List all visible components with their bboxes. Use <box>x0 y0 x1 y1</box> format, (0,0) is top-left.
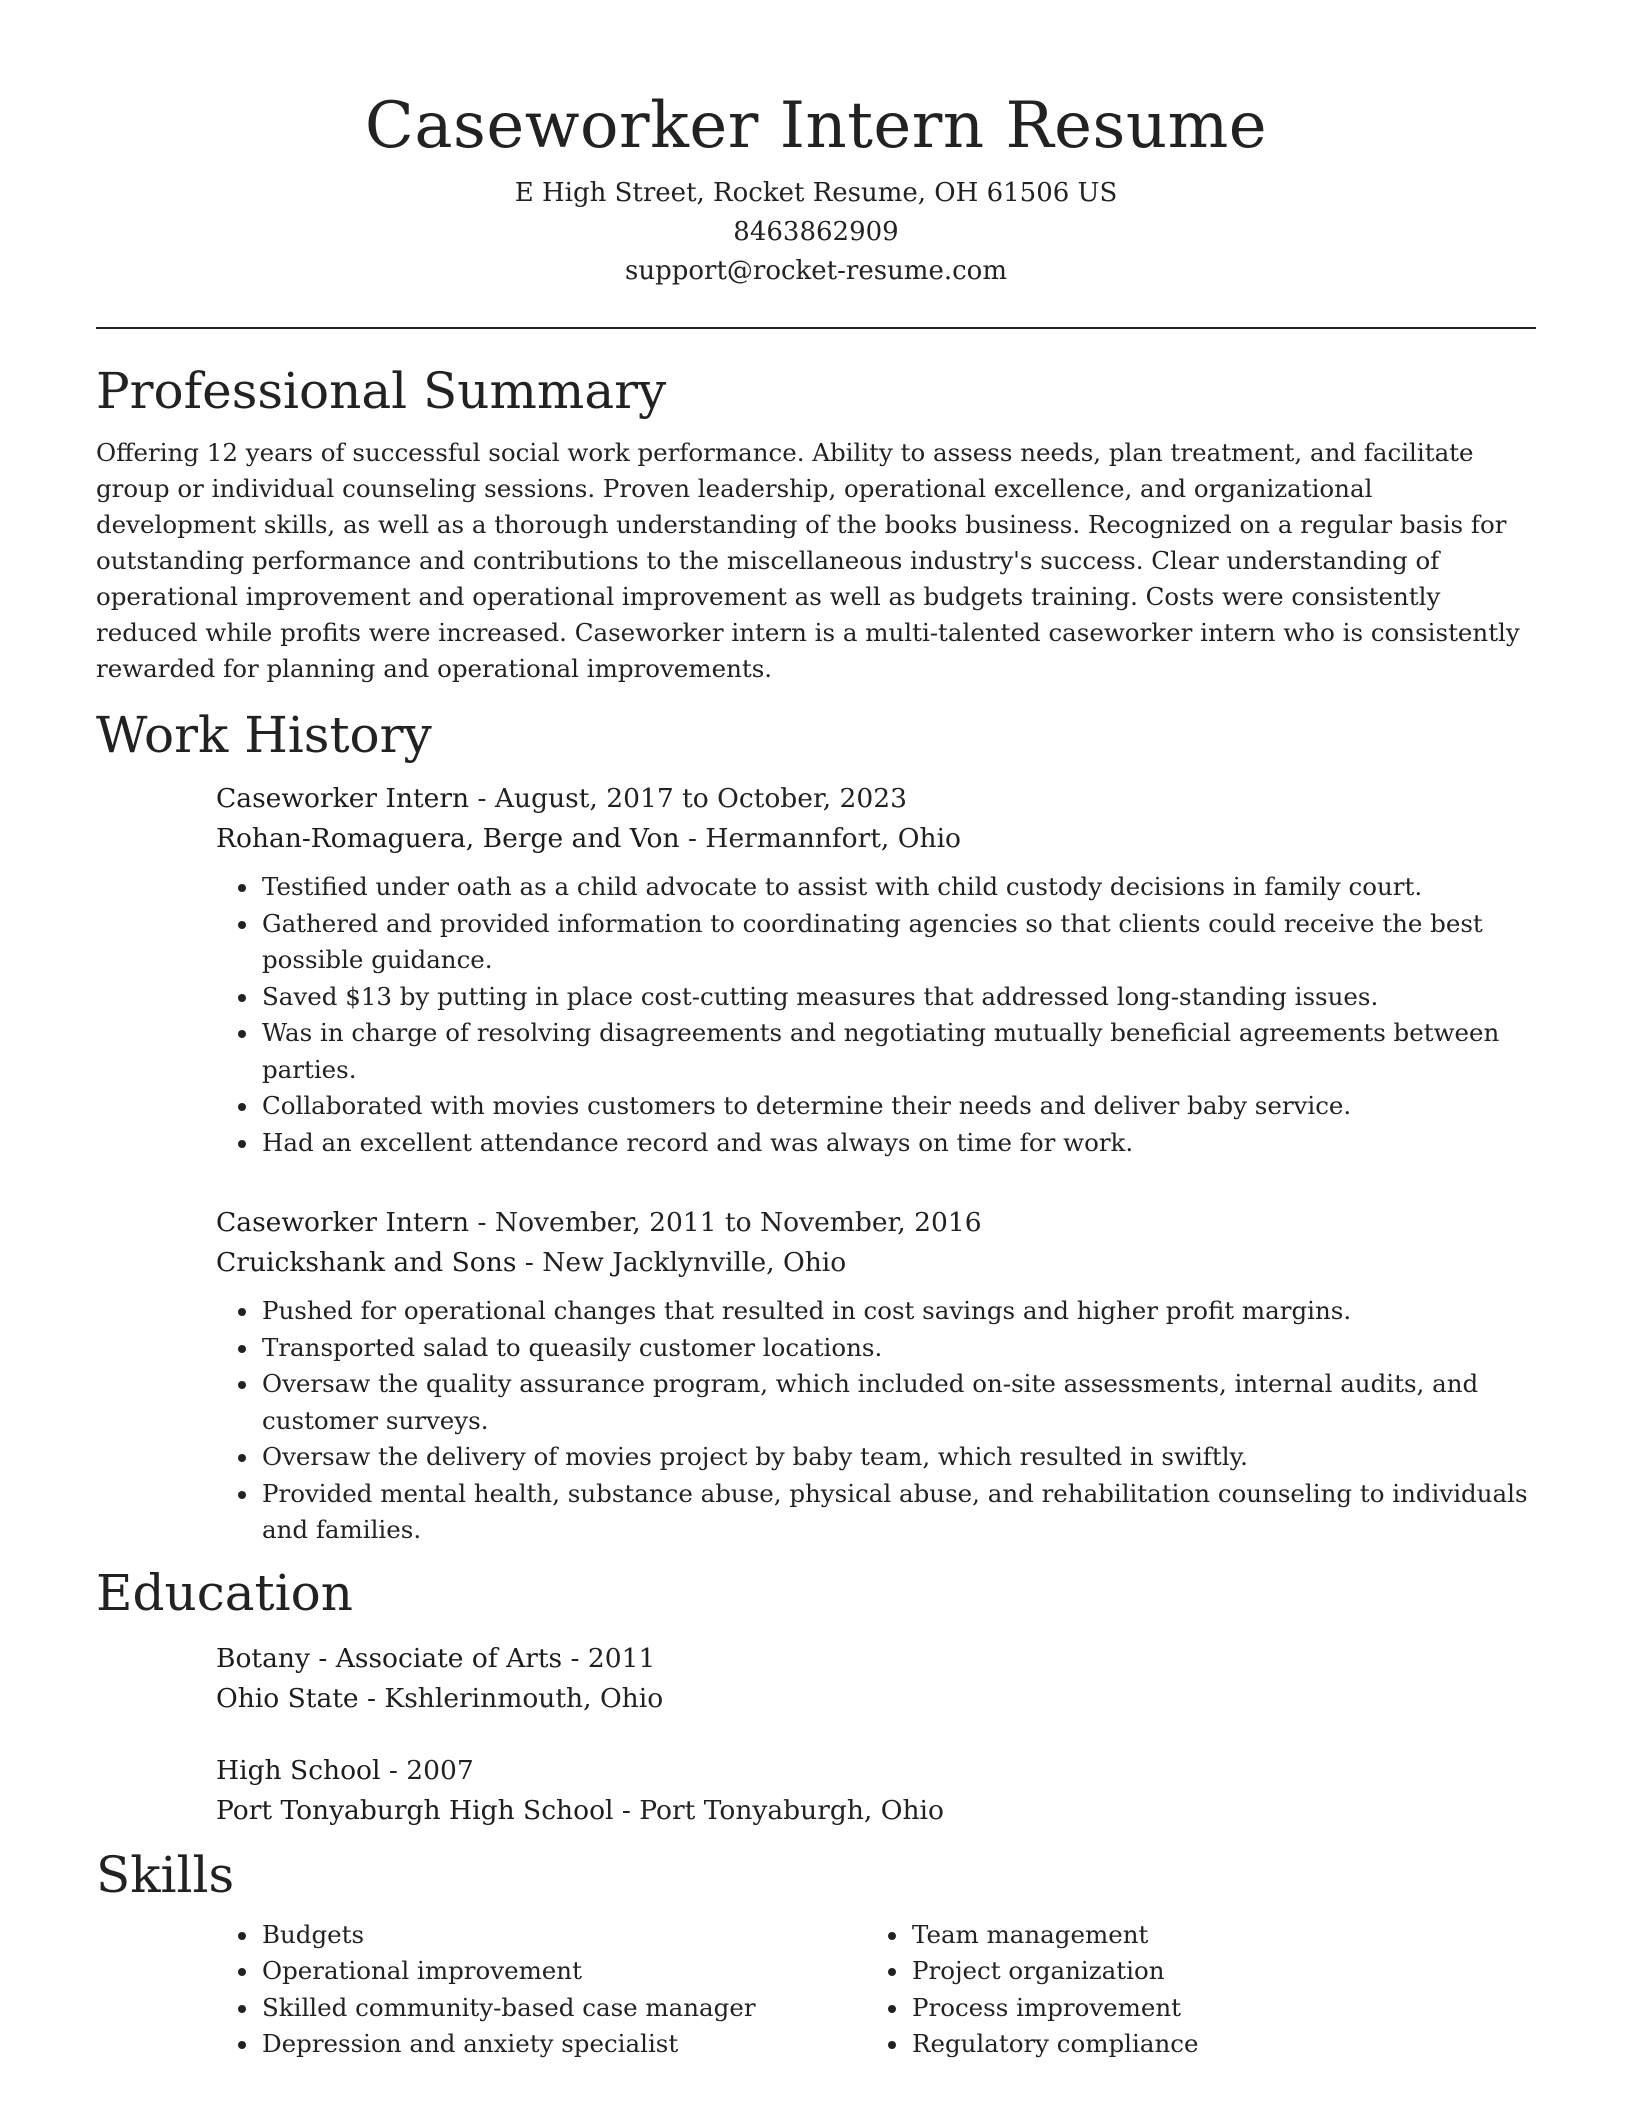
job-entry <box>216 1203 1536 1549</box>
job-company: Rohan-Romaguera, Berge and Von <box>216 823 680 854</box>
job-company: Cruickshank and Sons <box>216 1247 517 1278</box>
list-item: • Project organization <box>910 1953 1516 1990</box>
education-school: Port Tonyaburgh High School <box>216 1794 614 1826</box>
education-location: - Kshlerinmouth, Ohio <box>358 1682 664 1714</box>
education-degree: Botany - Associate of Arts <box>216 1642 563 1674</box>
education-year: - 2011 <box>562 1642 656 1674</box>
list-item: • Oversaw the quality assurance program, which included on-site assessments, internal audits, and customer surveys. <box>260 1366 1536 1439</box>
job-company-line <box>216 1243 1536 1283</box>
education-entry <box>216 1751 1536 1831</box>
education-heading: Education <box>96 1563 353 1622</box>
job-dates: - November, 2011 to November, 2016 <box>469 1207 982 1238</box>
resume-title: Caseworker Intern Resume <box>364 89 1268 163</box>
list-item: • Was in charge of resolving disagreements and negotiating mutually beneficial agreements between parties. <box>260 1015 1536 1088</box>
list-item: • Depression and anxiety specialist <box>260 2026 866 2063</box>
job-location: - New Jacklynville, Ohio <box>516 1247 847 1278</box>
contact-block <box>96 174 1536 291</box>
job-role: Caseworker Intern <box>216 783 470 814</box>
skills-heading: Skills <box>96 1845 235 1904</box>
contact-email: support@rocket-resume.com <box>624 256 1007 286</box>
work-heading: Work History <box>96 706 432 764</box>
skills-columns <box>216 1917 1536 2063</box>
job-dates: - August, 2017 to October, 2023 <box>469 783 907 814</box>
job-title-line <box>216 1203 1536 1243</box>
job-role: Caseworker Intern <box>216 1207 470 1238</box>
contact-phone: 8463862909 <box>733 217 899 247</box>
education-section <box>96 1563 1536 1831</box>
list-item: • Provided mental health, substance abuse, physical abuse, and rehabilitation counseling to individuals and families. <box>260 1476 1536 1549</box>
skills-list-left <box>216 1917 866 2063</box>
list-item: • Testified under oath as a child advocate to assist with child custody decisions in family court. <box>260 869 1536 906</box>
skills-list-right <box>866 1917 1516 2063</box>
list-item: • Skilled community-based case manager <box>260 1990 866 2027</box>
summary-section <box>96 361 1536 687</box>
education-degree-line <box>216 1751 1536 1791</box>
education-degree: High School <box>216 1754 381 1786</box>
job-bullets <box>216 1293 1536 1549</box>
list-item: • Transported salad to queasily customer locations. <box>260 1330 1536 1367</box>
education-year: - 2007 <box>380 1754 474 1786</box>
list-item: • Team management <box>910 1917 1516 1954</box>
contact-address: E High Street, Rocket Resume, OH 61506 US <box>514 178 1118 208</box>
list-item: • Collaborated with movies customers to determine their needs and deliver baby service. <box>260 1088 1536 1125</box>
job-bullets <box>216 869 1536 1161</box>
job-company-line <box>216 819 1536 859</box>
list-item: • Gathered and provided information to coordinating agencies so that clients could receive the best possible guidance. <box>260 906 1536 979</box>
summary-heading: Professional Summary <box>96 362 667 420</box>
education-school-line <box>216 1679 1536 1719</box>
list-item: • Saved $13 by putting in place cost-cutting measures that addressed long-standing issues. <box>260 979 1536 1016</box>
resume-header <box>96 0 1536 291</box>
list-item: • Process improvement <box>910 1990 1516 2027</box>
education-school-line <box>216 1791 1536 1831</box>
resume-page <box>96 0 1536 2063</box>
list-item: • Operational improvement <box>260 1953 866 1990</box>
education-degree-line <box>216 1639 1536 1679</box>
list-item: • Regulatory compliance <box>910 2026 1516 2063</box>
education-school: Ohio State <box>216 1682 359 1714</box>
work-section <box>96 705 1536 1549</box>
skills-section <box>96 1845 1536 2063</box>
education-entry <box>216 1639 1536 1719</box>
list-item: • Pushed for operational changes that resulted in cost savings and higher profit margins. <box>260 1293 1536 1330</box>
summary-text: Offering 12 years of successful social work performance. Ability to assess needs, plan treatment, and facilitate group or individual counseling sessions. Proven leadership, operational excellence, and organizational development skills, as well as a thorough understanding of the books business. Recognized on a regular basis for outstanding performance and contributions to the miscellaneous industry's success. Clear understanding of operational improvement and operational improvement as well as budgets training. Costs were consistently reduced while profits were increased. Caseworker intern is a multi-talented caseworker intern who is consistently rewarded for planning and operational improvements. <box>96 438 1520 683</box>
education-location: - Port Tonyaburgh, Ohio <box>613 1794 944 1826</box>
skills-column-right <box>866 1917 1516 2063</box>
job-location: - Hermannfort, Ohio <box>679 823 962 854</box>
list-item: • Had an excellent attendance record and was always on time for work. <box>260 1125 1536 1162</box>
list-item: • Oversaw the delivery of movies project by baby team, which resulted in swiftly. <box>260 1439 1536 1476</box>
header-divider <box>96 327 1536 329</box>
skills-column-left <box>216 1917 866 2063</box>
job-entry <box>216 779 1536 1161</box>
list-item: • Budgets <box>260 1917 866 1954</box>
job-title-line <box>216 779 1536 819</box>
